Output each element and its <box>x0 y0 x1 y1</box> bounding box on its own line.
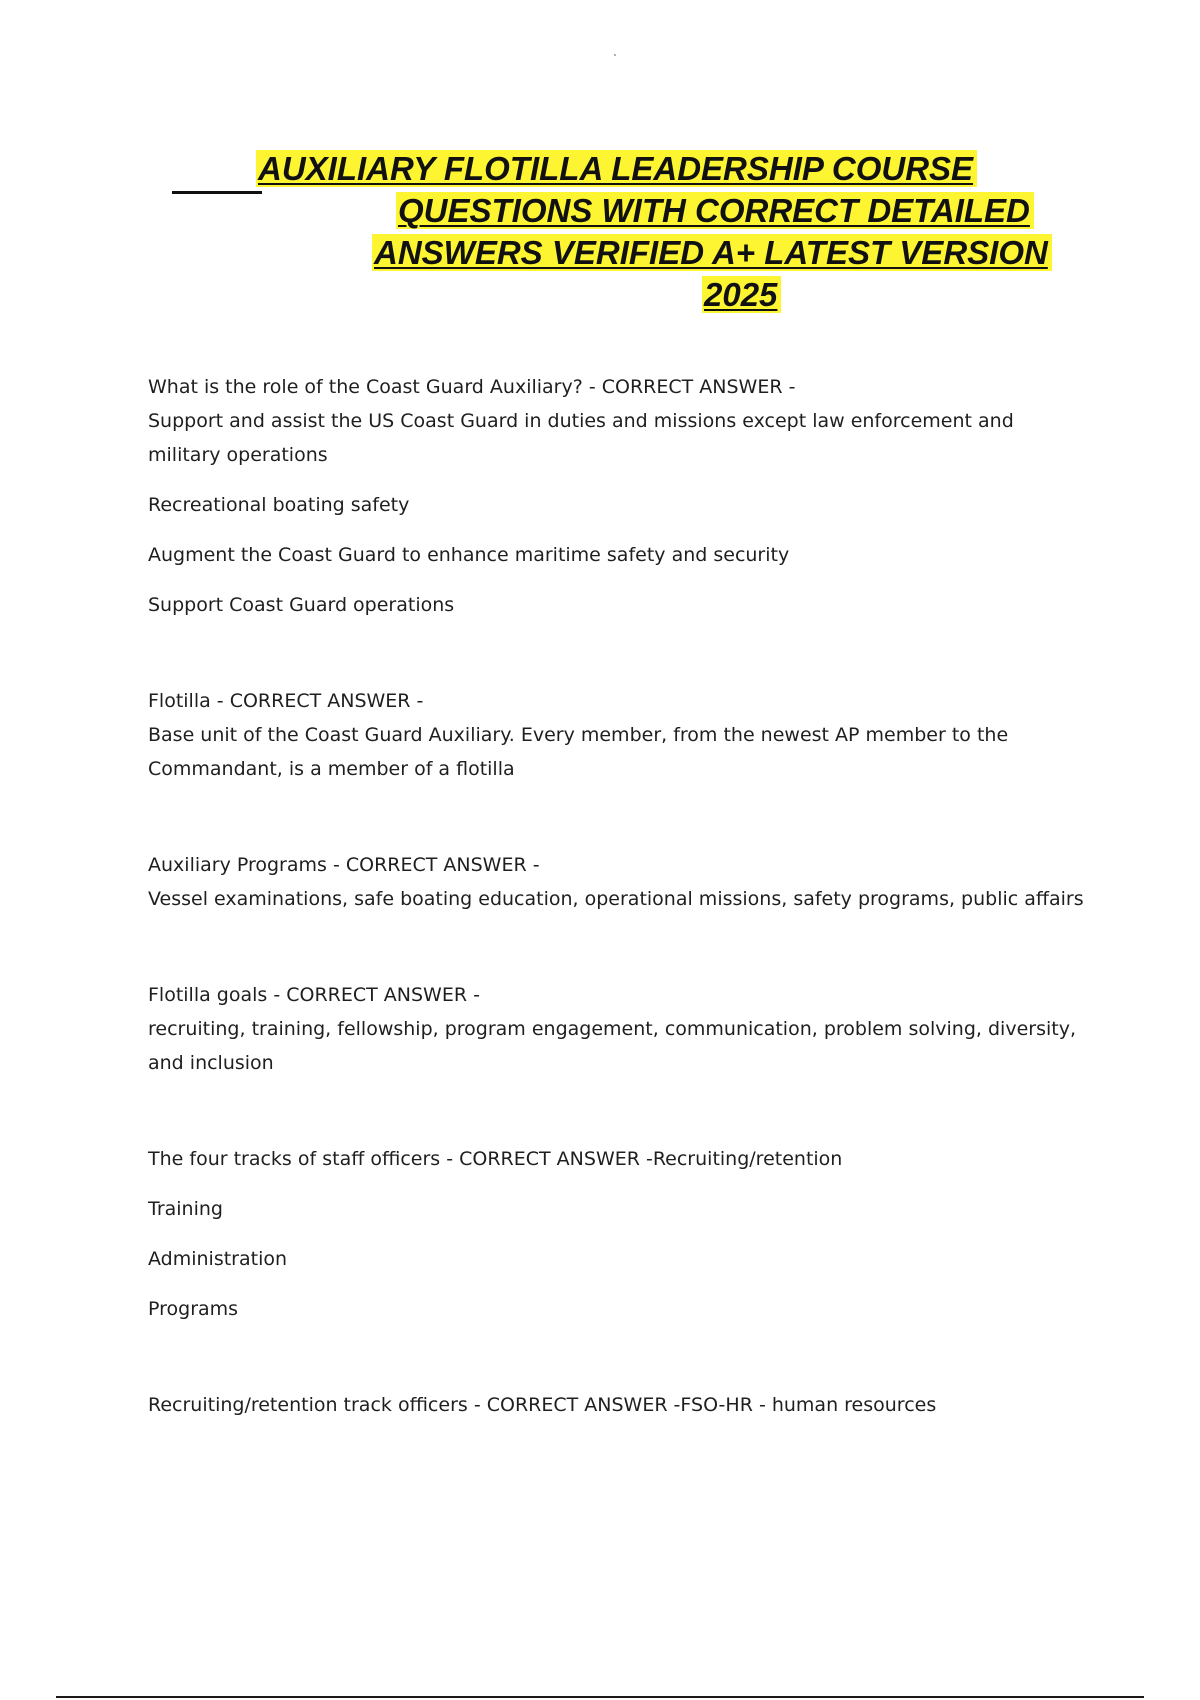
qa-item-2 <box>148 684 1088 786</box>
answer-text: Support and assist the US Coast Guard in duties and missions except law enforcement and military operations <box>148 410 1014 466</box>
footer-rule <box>56 1696 1144 1698</box>
title-underline-rule <box>172 191 262 194</box>
question-text: The four tracks of staff officers - CORRECT ANSWER -Recruiting/retention <box>148 1148 843 1170</box>
answer-text: Vessel examinations, safe boating education, operational missions, safety programs, public affairs <box>148 888 1084 910</box>
title-line-4: 2025 <box>702 276 781 314</box>
title-line-2: QUESTIONS WITH CORRECT DETAILED <box>396 192 1034 230</box>
answer-extra: Training <box>148 1198 223 1220</box>
qa-item-3 <box>148 848 1088 916</box>
qa-item-5 <box>148 1142 1088 1326</box>
qa-list <box>148 370 1088 1422</box>
page-speck <box>614 54 616 56</box>
title-line-1: AUXILIARY FLOTILLA LEADERSHIP COURSE <box>256 150 977 188</box>
question-text: Flotilla - CORRECT ANSWER - <box>148 690 424 712</box>
qa-item-4 <box>148 978 1088 1080</box>
question-text: Auxiliary Programs - CORRECT ANSWER - <box>148 854 540 876</box>
answer-extra: Support Coast Guard operations <box>148 594 455 616</box>
title-line-3: ANSWERS VERIFIED A+ LATEST VERSION <box>372 234 1052 272</box>
answer-extra: Administration <box>148 1248 288 1270</box>
answer-text: recruiting, training, fellowship, program engagement, communication, problem solving, diversity, and inclusion <box>148 1018 1076 1074</box>
question-text: Flotilla goals - CORRECT ANSWER - <box>148 984 480 1006</box>
answer-extra: Augment the Coast Guard to enhance maritime safety and security <box>148 544 790 566</box>
question-text: What is the role of the Coast Guard Auxiliary? - CORRECT ANSWER - <box>148 376 796 398</box>
answer-text: Base unit of the Coast Guard Auxiliary. Every member, from the newest AP member to the Commandant, is a member of a flotilla <box>148 724 1009 780</box>
qa-item-6 <box>148 1388 1088 1422</box>
answer-extra: Recreational boating safety <box>148 494 410 516</box>
qa-item-1 <box>148 370 1088 622</box>
answer-extra: Programs <box>148 1298 239 1320</box>
question-text: Recruiting/retention track officers - CORRECT ANSWER -FSO-HR - human resources <box>148 1394 937 1416</box>
